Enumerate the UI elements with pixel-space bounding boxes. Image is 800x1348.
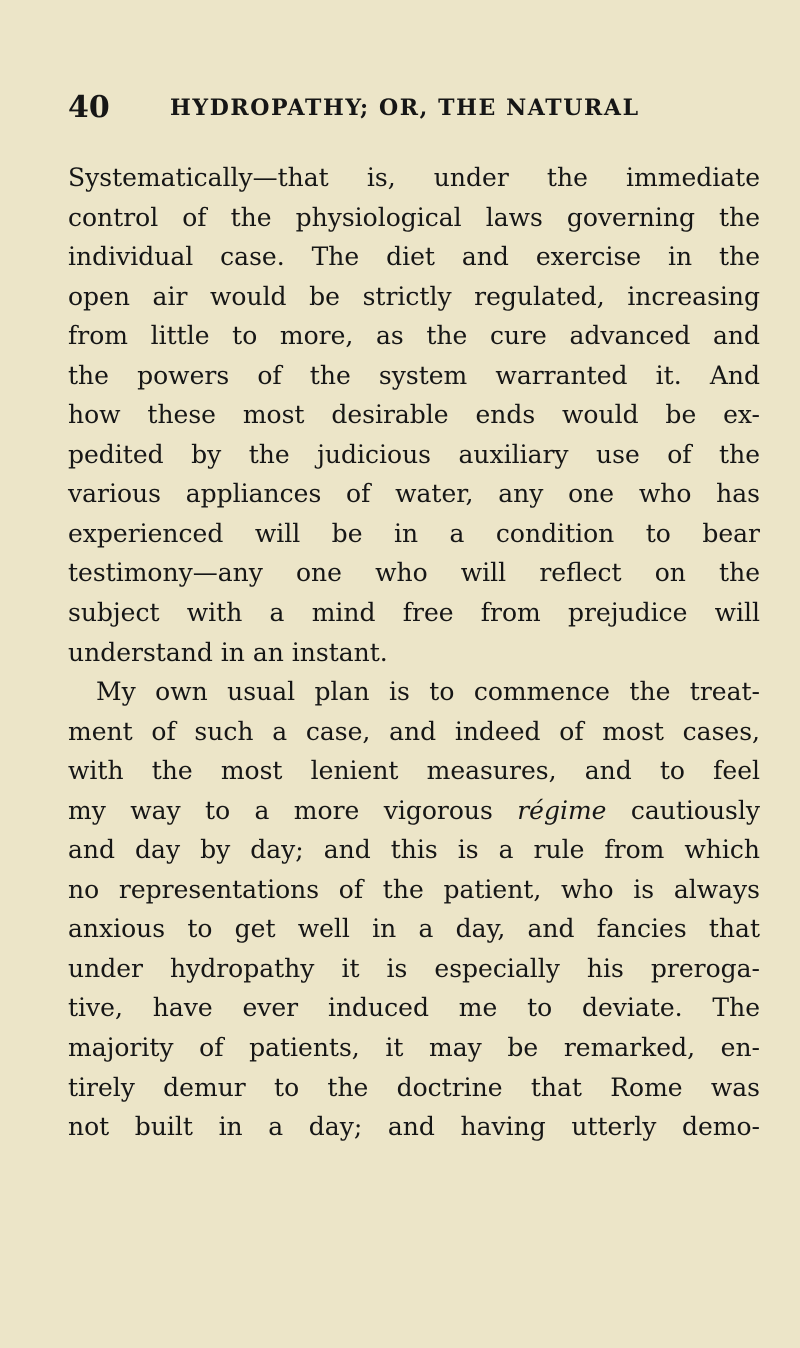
text-line: ment of such a case, and indeed of most cases, bbox=[68, 716, 760, 746]
text-line: individual case. The diet and exercise in the bbox=[68, 242, 760, 272]
text-line: the powers of the system warranted it. And bbox=[68, 360, 760, 390]
text-run: my way to a more vigorous bbox=[68, 795, 518, 825]
text-line: experienced will be in a condition to bear bbox=[68, 518, 760, 548]
text-run: cautiously bbox=[606, 795, 760, 825]
text-line: how these most desirable ends would be ex- bbox=[68, 400, 760, 430]
text-line: various appliances of water, any one who has bbox=[68, 479, 760, 509]
body-text bbox=[68, 158, 760, 1147]
text-line: tive, have ever induced me to deviate. The bbox=[68, 993, 760, 1023]
text-line: open air would be strictly regulated, increasing bbox=[68, 281, 760, 311]
text-line: pedited by the judicious auxiliary use of the bbox=[68, 439, 760, 469]
text-line: subject with a mind free from prejudice will bbox=[68, 598, 760, 628]
text-line: majority of patients, it may be remarked, en- bbox=[68, 1033, 760, 1063]
text-line: no representations of the patient, who is always bbox=[68, 874, 760, 904]
running-head: HYDROPATHY; OR, THE NATURAL bbox=[170, 95, 640, 121]
text-line: control of the physiological laws governing the bbox=[68, 202, 760, 232]
page-number: 40 bbox=[68, 90, 110, 125]
italic-word: régime bbox=[517, 795, 607, 825]
text-line: anxious to get well in a day, and fancies that bbox=[68, 914, 760, 944]
text-line: testimony—any one who will reflect on the bbox=[68, 558, 760, 588]
paragraph-last-line: understand in an instant. bbox=[68, 637, 388, 667]
text-line: under hydropathy it is especially his preroga- bbox=[68, 953, 760, 983]
text-line: and day by day; and this is a rule from which bbox=[68, 835, 760, 865]
text-line-with-italic bbox=[68, 791, 760, 831]
paragraph-first-line: My own usual plan is to commence the treat- bbox=[96, 677, 760, 707]
text-line: not built in a day; and having utterly demo- bbox=[68, 1112, 760, 1142]
text-line: with the most lenient measures, and to feel bbox=[68, 756, 760, 786]
text-line: from little to more, as the cure advanced and bbox=[68, 321, 760, 351]
page-header bbox=[68, 88, 768, 128]
text-line: Systematically—that is, under the immediate bbox=[68, 163, 760, 192]
text-line: tirely demur to the doctrine that Rome was bbox=[68, 1072, 760, 1102]
